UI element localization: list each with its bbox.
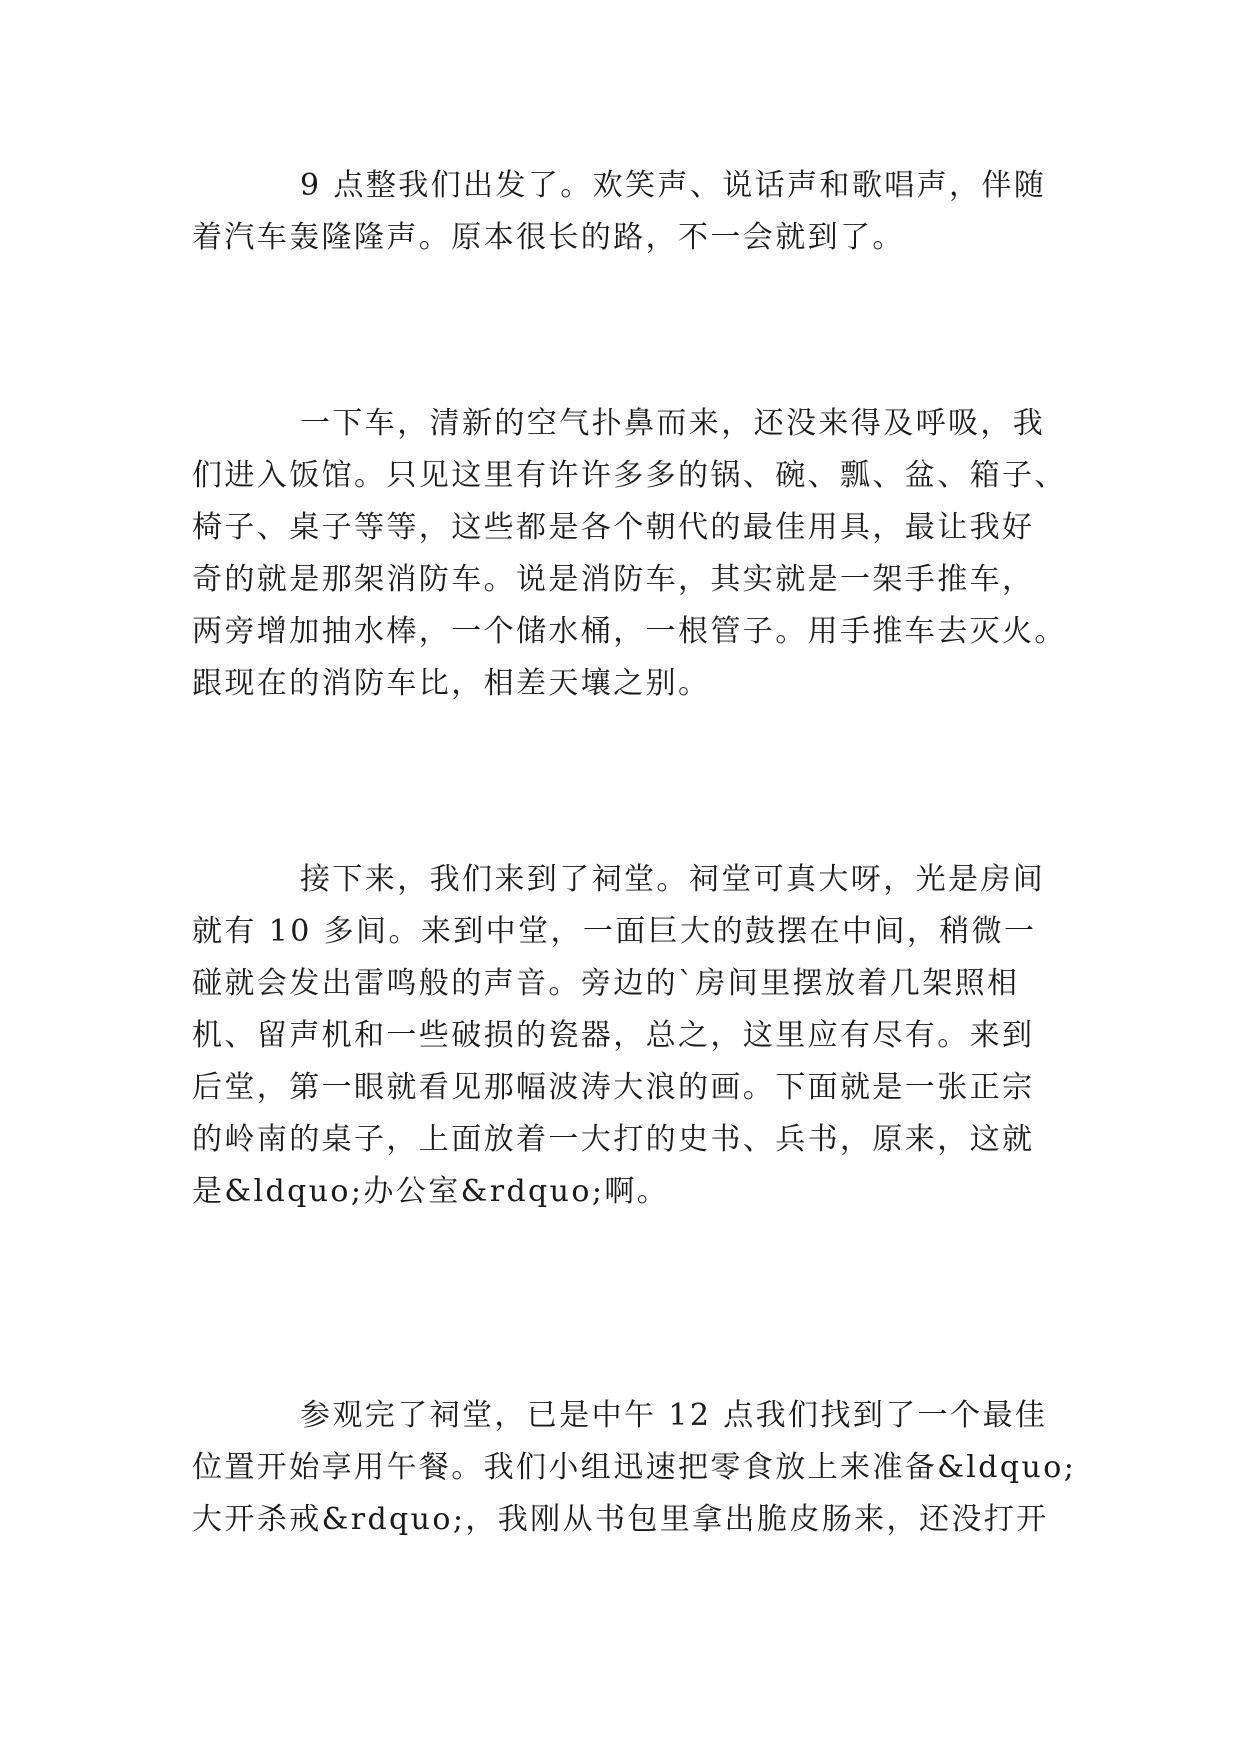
text-line: 着汽车轰隆隆声。原本很长的路，不一会就到了。 bbox=[192, 220, 905, 255]
text-line: 两旁增加抽水棒，一个储水桶，一根管子。用手推车去灭火。 bbox=[192, 614, 1067, 649]
text-line: 的岭南的桌子，上面放着一大打的史书、兵书，原来，这就 bbox=[192, 1122, 1035, 1157]
text-line: 参观完了祠堂，已是中午 12 点我们找到了一个最佳 bbox=[300, 1398, 1048, 1433]
text-line: 后堂，第一眼就看见那幅波涛大浪的画。下面就是一张正宗 bbox=[192, 1070, 1035, 1105]
paragraph-ancestral-hall bbox=[192, 854, 1052, 1218]
paragraph-departure bbox=[192, 160, 1052, 264]
text-line: 9 点整我们出发了。欢笑声、说话声和歌唱声，伴随 bbox=[300, 168, 1047, 203]
text-line: 们进入饭馆。只见这里有许许多多的锅、碗、瓢、盆、箱子、 bbox=[192, 458, 1067, 493]
text-line: 位置开始享用午餐。我们小组迅速把零食放上来准备&ldquo; bbox=[192, 1450, 1077, 1485]
text-line: 跟现在的消防车比，相差天壤之别。 bbox=[192, 666, 711, 701]
text-line: 一下车，清新的空气扑鼻而来，还没来得及呼吸，我 bbox=[300, 406, 1046, 441]
text-line: 椅子、桌子等等，这些都是各个朝代的最佳用具，最让我好 bbox=[192, 510, 1035, 545]
text-line: 碰就会发出雷鸣般的声音。旁边的`房间里摆放着几架照相 bbox=[192, 966, 1020, 1001]
text-line: 机、留声机和一些破损的瓷器，总之，这里应有尽有。来到 bbox=[192, 1018, 1035, 1053]
paragraph-lunch bbox=[192, 1390, 1077, 1546]
text-line: 接下来，我们来到了祠堂。祠堂可真大呀，光是房间 bbox=[300, 862, 1046, 897]
text-line: 就有 10 多间。来到中堂，一面巨大的鼓摆在中间，稍微一 bbox=[192, 914, 1037, 949]
paragraph-restaurant bbox=[192, 398, 1067, 710]
text-line: 奇的就是那架消防车。说是消防车，其实就是一架手推车， bbox=[192, 562, 1035, 597]
text-line: 大开杀戒&rdquo;，我刚从书包里拿出脆皮肠来，还没打开 bbox=[192, 1502, 1049, 1537]
text-line: 是&ldquo;办公室&rdquo;啊。 bbox=[192, 1174, 670, 1209]
